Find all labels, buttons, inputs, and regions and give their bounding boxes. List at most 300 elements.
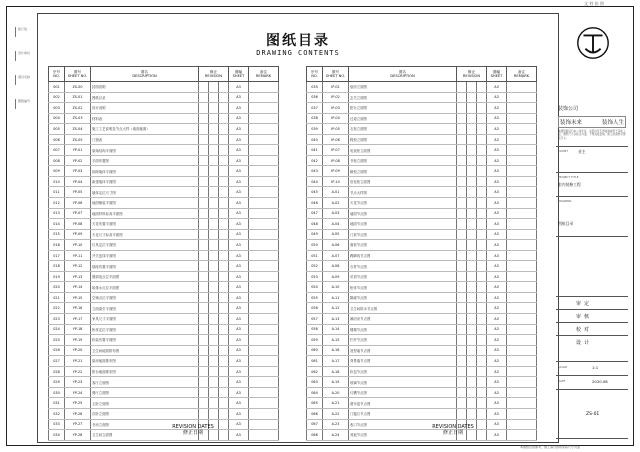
row-revision [209, 292, 219, 303]
table-row [307, 219, 537, 230]
row-sheet-size: A3 [229, 314, 249, 325]
row-revision [209, 219, 219, 230]
col-no: 序号 NO. [49, 67, 65, 82]
row-revision [467, 292, 477, 303]
row-revision [457, 345, 467, 356]
project-box [556, 172, 628, 196]
row-remark [507, 219, 537, 230]
row-sheet-size: A3 [487, 292, 507, 303]
table-row [307, 176, 537, 187]
row-sheet-no: IP-02 [323, 92, 349, 103]
row-description: 背景墙节点图 [349, 356, 457, 367]
row-revision [457, 176, 467, 187]
row-remark [249, 240, 279, 251]
row-revision [467, 92, 477, 103]
row-remark [249, 92, 279, 103]
row-remark [249, 219, 279, 230]
row-revision [199, 261, 209, 272]
row-sheet-size: A3 [487, 134, 507, 145]
row-sheet-no: A-02 [323, 198, 349, 209]
row-sheet-no: YP-15 [65, 292, 91, 303]
row-description: 书柜立面图 [349, 155, 457, 166]
row-sheet-no: A-13 [323, 314, 349, 325]
row-sheet-no: YP-18 [65, 324, 91, 335]
row-sheet-size: A3 [487, 113, 507, 124]
table-row [307, 345, 537, 356]
sign-row: 校对 [556, 322, 628, 336]
date-value: 2020.08 [592, 379, 608, 384]
row-remark [507, 366, 537, 377]
row-remark [249, 155, 279, 166]
row-sheet-no: YP-03 [65, 166, 91, 177]
row-number: 051 [307, 250, 323, 261]
row-sheet-no: A-06 [323, 240, 349, 251]
row-revision [199, 187, 209, 198]
col-remark: 备注 REMARK [507, 67, 537, 82]
col-no: 序号 NO. [307, 67, 323, 82]
table-row [307, 145, 537, 156]
bottom-note: 本图纸仅供参考，施工请以现场实际尺寸为准 [520, 445, 581, 449]
row-number: 023 [49, 314, 65, 325]
row-revision [467, 240, 477, 251]
row-revision [199, 398, 209, 409]
table-row [307, 103, 537, 114]
slogan-left: 装饰未来 [560, 120, 583, 126]
company-name: 装饰公司 [558, 106, 579, 112]
row-revision [457, 113, 467, 124]
row-sheet-size: A3 [229, 408, 249, 419]
row-number: 067 [307, 419, 323, 430]
row-sheet-size: A3 [487, 377, 507, 388]
row-sheet-size: A3 [229, 292, 249, 303]
row-revision [477, 219, 487, 230]
row-remark [249, 187, 279, 198]
revision-label-en: REVISION DATES [432, 424, 474, 430]
row-revision [219, 134, 229, 145]
table-row [307, 314, 537, 325]
row-revision [467, 166, 477, 177]
row-number: 030 [49, 387, 65, 398]
row-number: 065 [307, 398, 323, 409]
row-revision [209, 187, 219, 198]
row-sheet-size: A3 [487, 314, 507, 325]
row-number: 011 [49, 187, 65, 198]
row-sheet-size: A3 [229, 324, 249, 335]
row-sheet-no: A-15 [323, 335, 349, 346]
row-revision [457, 82, 467, 93]
row-revision [219, 303, 229, 314]
row-description: 石材节点图 [349, 261, 457, 272]
row-number: 054 [307, 282, 323, 293]
row-number: 004 [49, 113, 65, 124]
row-number: 046 [307, 198, 323, 209]
row-number: 058 [307, 324, 323, 335]
row-revision [209, 314, 219, 325]
row-sheet-size: A3 [229, 145, 249, 156]
row-remark [249, 145, 279, 156]
row-revision [199, 314, 209, 325]
row-number: 010 [49, 176, 65, 187]
row-description: 窗帘盒节点图 [349, 398, 457, 409]
table-row [49, 387, 279, 398]
row-number: 018 [49, 261, 65, 272]
row-revision [209, 134, 219, 145]
row-description: 新建墙体平面图 [91, 176, 199, 187]
row-sheet-size: A3 [487, 166, 507, 177]
row-remark [507, 155, 537, 166]
row-number: 045 [307, 187, 323, 198]
sign-row: 设计 [556, 335, 628, 349]
row-sheet-size: A3 [229, 82, 249, 93]
row-revision [457, 314, 467, 325]
row-revision [457, 92, 467, 103]
binding-label: 项目名称 [15, 75, 33, 85]
row-description: 次卧立面图 [91, 408, 199, 419]
row-revision [457, 166, 467, 177]
row-number: 017 [49, 250, 65, 261]
row-sheet-no: IP-03 [323, 103, 349, 114]
row-remark [249, 198, 279, 209]
row-revision [209, 176, 219, 187]
row-sheet-size: A3 [229, 387, 249, 398]
row-sheet-size: A3 [229, 198, 249, 209]
row-sheet-no: YP-20 [65, 345, 91, 356]
revision-label-en: REVISION DATES [172, 424, 214, 430]
row-sheet-no: YP-21 [65, 356, 91, 367]
row-sheet-size: A3 [229, 176, 249, 187]
row-remark [249, 271, 279, 282]
col-sheet-size: 图幅 SHEET [487, 67, 507, 82]
row-revision [209, 229, 219, 240]
row-description: 踢脚线节点图 [349, 250, 457, 261]
row-revision [199, 335, 209, 346]
row-number: 005 [49, 124, 65, 135]
row-number: 063 [307, 377, 323, 388]
client-label: CLIENT [558, 149, 568, 153]
row-remark [249, 82, 279, 93]
row-number: 020 [49, 282, 65, 293]
row-sheet-no: ZS-01 [65, 92, 91, 103]
row-revision [219, 282, 229, 293]
row-sheet-no: A-11 [323, 292, 349, 303]
row-revision [477, 124, 487, 135]
col-description: 图名 DESCRIPTION [349, 67, 457, 82]
row-remark [507, 398, 537, 409]
row-revision [457, 377, 467, 388]
row-number: 026 [49, 345, 65, 356]
row-revision [209, 92, 219, 103]
row-sheet-no: YP-09 [65, 229, 91, 240]
table-row [307, 282, 537, 293]
row-remark [249, 103, 279, 114]
revision-dates-left [133, 424, 253, 436]
row-sheet-no: ZS-04 [65, 124, 91, 135]
row-number: 047 [307, 208, 323, 219]
row-revision [209, 366, 219, 377]
row-sheet-no: A-01 [323, 187, 349, 198]
row-revision [199, 92, 209, 103]
table-row [307, 82, 537, 93]
binding-label: 图纸编号 [15, 99, 33, 109]
project-label: PROJECT TITLE [558, 175, 579, 179]
row-number: 038 [307, 113, 323, 124]
row-sheet-no: A-10 [323, 282, 349, 293]
row-remark [507, 345, 537, 356]
row-revision [219, 324, 229, 335]
row-description: 强弱电点位平面图 [91, 271, 199, 282]
row-sheet-size: A3 [487, 366, 507, 377]
row-revision [219, 387, 229, 398]
row-number: 036 [307, 92, 323, 103]
row-number: 024 [49, 324, 65, 335]
row-sheet-size: A3 [487, 198, 507, 209]
row-revision [467, 124, 477, 135]
row-remark [507, 166, 537, 177]
table-row [49, 219, 279, 230]
row-description: 设计说明 [91, 103, 199, 114]
table-row [49, 250, 279, 261]
row-sheet-size: A3 [229, 229, 249, 240]
row-revision [219, 229, 229, 240]
row-revision [199, 387, 209, 398]
row-revision [467, 187, 477, 198]
row-description: 门套节点图 [349, 229, 457, 240]
row-sheet-size: A3 [487, 219, 507, 230]
row-revision [477, 113, 487, 124]
row-revision [467, 335, 477, 346]
row-sheet-no: IP-09 [323, 166, 349, 177]
row-revision [219, 240, 229, 251]
row-description: 收口节点图 [349, 419, 457, 430]
row-sheet-no: YP-12 [65, 261, 91, 272]
row-remark [507, 303, 537, 314]
row-number: 029 [49, 377, 65, 388]
title-block [556, 6, 628, 440]
drawing-number: ZS-01 [586, 412, 600, 417]
row-sheet-size: A3 [487, 103, 507, 114]
row-revision [219, 292, 229, 303]
row-number: 006 [49, 134, 65, 145]
row-description: 地面节点图 [349, 219, 457, 230]
table-row [307, 387, 537, 398]
row-description: 开关连线平面图 [91, 250, 199, 261]
row-revision [219, 113, 229, 124]
row-revision [219, 366, 229, 377]
row-sheet-size: A3 [229, 219, 249, 230]
row-sheet-size: A3 [487, 303, 507, 314]
table-row [49, 187, 279, 198]
row-sheet-size: A3 [229, 155, 249, 166]
row-revision [467, 398, 477, 409]
row-sheet-size: A3 [487, 271, 507, 282]
row-remark [249, 335, 279, 346]
row-sheet-no: YP-28 [65, 430, 91, 441]
row-revision [477, 155, 487, 166]
col-revision: 修正 REVISION [457, 67, 487, 82]
binding-label: 装订线 [15, 27, 33, 37]
row-revision [209, 240, 219, 251]
row-revision [209, 324, 219, 335]
row-revision [209, 113, 219, 124]
row-description: 厨房地面排布图 [91, 356, 199, 367]
row-revision [199, 408, 209, 419]
row-description: 立面索引平面图 [91, 303, 199, 314]
row-sheet-size: A3 [487, 430, 507, 441]
row-number: 060 [307, 345, 323, 356]
row-number: 013 [49, 208, 65, 219]
row-revision [467, 366, 477, 377]
row-sheet-size: A3 [487, 335, 507, 346]
table-row [49, 356, 279, 367]
row-sheet-no: YP-17 [65, 314, 91, 325]
row-sheet-size: A3 [487, 261, 507, 272]
row-remark [249, 430, 279, 441]
row-sheet-size: A3 [229, 366, 249, 377]
contents-rows-right [307, 82, 537, 441]
row-description: 栏杆节点图 [349, 335, 457, 346]
row-revision [467, 324, 477, 335]
row-sheet-no: ZS-03 [65, 113, 91, 124]
row-number: 002 [49, 92, 65, 103]
row-revision [209, 387, 219, 398]
table-row [49, 229, 279, 240]
table-row [49, 271, 279, 282]
row-description: 天花布置平面图 [91, 219, 199, 230]
table-row [49, 166, 279, 177]
row-sheet-no: YP-13 [65, 271, 91, 282]
row-revision [457, 187, 467, 198]
row-sheet-size: A3 [487, 145, 507, 156]
row-description: 造型墙节点图 [349, 345, 457, 356]
row-remark [249, 229, 279, 240]
row-sheet-no: YP-08 [65, 219, 91, 230]
table-row [49, 198, 279, 209]
row-revision [457, 155, 467, 166]
row-number: 025 [49, 335, 65, 346]
row-number: 056 [307, 303, 323, 314]
row-description: 卫生间立面图 [91, 430, 199, 441]
row-remark [507, 92, 537, 103]
row-sheet-no: IP-04 [323, 113, 349, 124]
row-revision [457, 408, 467, 419]
date-box [556, 375, 628, 389]
row-revision [457, 250, 467, 261]
row-remark [249, 113, 279, 124]
row-description: 家具尺寸平面图 [91, 314, 199, 325]
table-row [307, 92, 537, 103]
table-row [49, 155, 279, 166]
row-remark [507, 292, 537, 303]
row-revision [219, 92, 229, 103]
row-remark [507, 408, 537, 419]
row-description: 门槛石节点图 [349, 408, 457, 419]
row-description: 主卧立面图 [91, 398, 199, 409]
row-sheet-no: A-08 [323, 261, 349, 272]
row-description: 餐厅立面图 [91, 387, 199, 398]
contents-sheet [37, 13, 559, 443]
row-revision [199, 250, 209, 261]
table-row [307, 324, 537, 335]
table-row [307, 187, 537, 198]
row-revision [199, 282, 209, 293]
row-revision [467, 303, 477, 314]
row-revision [209, 335, 219, 346]
row-revision [219, 166, 229, 177]
table-row [307, 377, 537, 388]
table-row [307, 208, 537, 219]
row-revision [209, 250, 219, 261]
row-sheet-no: YP-26 [65, 408, 91, 419]
row-revision [477, 261, 487, 272]
row-sheet-no: YP-05 [65, 187, 91, 198]
row-sheet-size: A3 [487, 155, 507, 166]
row-revision [199, 366, 209, 377]
row-revision [457, 271, 467, 282]
row-sheet-size: A3 [229, 377, 249, 388]
row-remark [507, 282, 537, 293]
row-description: 空调点位平面图 [91, 292, 199, 303]
row-number: 059 [307, 335, 323, 346]
row-sheet-size: A3 [229, 113, 249, 124]
row-sheet-no: IP-06 [323, 134, 349, 145]
page-subtitle: DRAWING CONTENTS [256, 49, 340, 57]
row-number: 039 [307, 124, 323, 135]
row-revision [209, 261, 219, 272]
row-sheet-no: ZS-00 [65, 82, 91, 93]
row-remark [249, 124, 279, 135]
row-revision [199, 377, 209, 388]
row-sheet-no: YP-24 [65, 387, 91, 398]
contents-table-right [306, 66, 537, 441]
row-sheet-no: IP-10 [323, 176, 349, 187]
row-revision [457, 324, 467, 335]
row-revision [467, 208, 477, 219]
row-number: 022 [49, 303, 65, 314]
table-row [307, 261, 537, 272]
row-remark [249, 345, 279, 356]
binding-margin [15, 27, 33, 123]
row-sheet-size: A3 [229, 166, 249, 177]
row-revision [199, 145, 209, 156]
row-revision [457, 261, 467, 272]
table-row [307, 124, 537, 135]
row-sheet-no: YP-02 [65, 155, 91, 166]
row-description: 地面材料标高平面图 [91, 208, 199, 219]
row-sheet-size: A3 [229, 240, 249, 251]
row-number: 049 [307, 229, 323, 240]
row-revision [477, 398, 487, 409]
row-remark [507, 103, 537, 114]
row-sheet-size: A3 [229, 208, 249, 219]
row-remark [507, 250, 537, 261]
row-remark [507, 113, 537, 124]
row-remark [507, 187, 537, 198]
table-row [49, 377, 279, 388]
col-revision: 修正 REVISION [199, 67, 229, 82]
table-row [49, 345, 279, 356]
row-revision [209, 198, 219, 209]
table-row [307, 335, 537, 346]
row-sheet-size: A3 [487, 250, 507, 261]
row-sheet-size: A3 [487, 92, 507, 103]
table-row [49, 303, 279, 314]
row-sheet-size: A3 [487, 419, 507, 430]
row-revision [209, 208, 219, 219]
row-sheet-size: A3 [487, 82, 507, 93]
row-revision [219, 155, 229, 166]
row-revision [467, 408, 477, 419]
table-row [307, 134, 537, 145]
